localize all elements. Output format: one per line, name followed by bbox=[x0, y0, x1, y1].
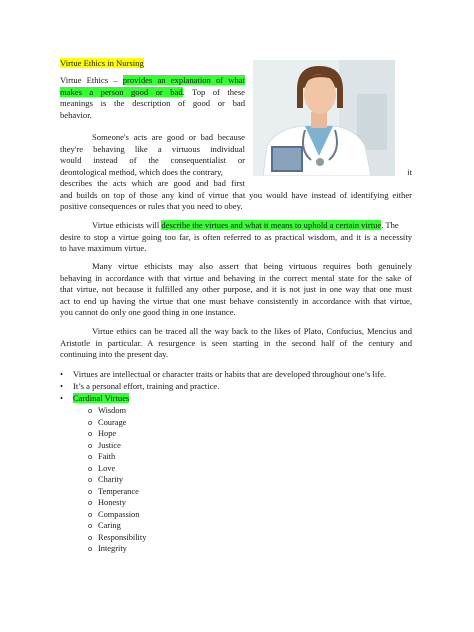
list-item: • Cardinal Virtues bbox=[60, 393, 130, 403]
circle-bullet-icon: o bbox=[88, 532, 93, 542]
bullet-icon: • bbox=[60, 369, 64, 379]
list-item: o Hope bbox=[88, 429, 117, 438]
intro-paragraph bbox=[60, 75, 245, 121]
circle-bullet-icon: o bbox=[88, 475, 93, 484]
paragraph-line: desire to stop a virtue going too far, is often referred to as practical wisdom, and it is a necessity bbox=[60, 231, 412, 242]
circle-bullet-icon: o bbox=[88, 486, 93, 496]
list-item: o Love bbox=[88, 463, 116, 473]
circle-bullet-icon: o bbox=[88, 452, 93, 461]
virtues-list bbox=[88, 405, 146, 555]
intro-line: makes a person good or bad. Top of these bbox=[60, 86, 245, 97]
bullet-icon: • bbox=[60, 381, 64, 391]
list-item: o Courage bbox=[88, 417, 127, 427]
list-item: o Responsibility bbox=[88, 532, 147, 542]
list-item: o Integrity bbox=[88, 544, 127, 553]
paragraph-line: Virtue ethics can be traced all the way back to the likes of Plato, Confucius, Mencius and bbox=[92, 326, 412, 336]
list-item: o Temperance bbox=[88, 486, 139, 496]
paragraph-line: would instead of the consequentialist or bbox=[60, 155, 245, 165]
list-item: o Honesty bbox=[88, 498, 126, 507]
circle-bullet-icon: o bbox=[88, 509, 93, 519]
paragraph-line: Many virtue ethicists may also assert that being virtuous requires both genuinely bbox=[92, 261, 412, 271]
paragraph-line: and builds on top of those any kind of virtue that you would have instead of identifying either bbox=[60, 189, 412, 200]
paragraph-line: that virtue, not because it fulfilled any other purpose, and it is not just in one way that one must bbox=[60, 284, 412, 294]
paragraph-acts bbox=[60, 132, 412, 213]
paragraph-line: Someone's acts are good or bad because bbox=[92, 132, 245, 142]
circle-bullet-icon: o bbox=[88, 406, 93, 415]
circle-bullet-icon: o bbox=[88, 429, 93, 438]
circle-bullet-icon: o bbox=[88, 498, 93, 507]
list-item: o Caring bbox=[88, 521, 121, 530]
paragraph-ethicists bbox=[60, 220, 412, 255]
circle-bullet-icon: o bbox=[88, 417, 93, 427]
intro-line: meanings is the description of good or bad bbox=[60, 98, 245, 108]
list-item: • It’s a personal effort, training and practice. bbox=[60, 381, 220, 391]
bullet-icon: • bbox=[60, 393, 64, 403]
list-item: • Virtues are intellectual or character traits or habits that are developed throughout one’s life. bbox=[60, 369, 387, 379]
paragraph-line: continuing into the present day. bbox=[60, 349, 169, 359]
paragraph-virtuous bbox=[60, 261, 412, 319]
list-item: o Faith bbox=[88, 452, 116, 461]
list-item: o Wisdom bbox=[88, 406, 127, 415]
circle-bullet-icon: o bbox=[88, 440, 93, 450]
paragraph-line: act to end up having the virtue that one must behave consistently in accordance with that virtue, bbox=[60, 295, 412, 306]
paragraph-line: positive consequences or rules that you need to obey. bbox=[60, 201, 243, 211]
paragraph-line: Virtue ethicists will describe the virtues and what it means to uphold a certain virtue. The bbox=[92, 220, 399, 230]
list-item: o Charity bbox=[88, 475, 124, 484]
circle-bullet-icon: o bbox=[88, 544, 93, 553]
bullet-list bbox=[60, 368, 440, 404]
circle-bullet-icon: o bbox=[88, 521, 93, 530]
intro-line: behavior. bbox=[60, 109, 92, 120]
paragraph-line: describes the acts which are good and bad first bbox=[60, 178, 245, 188]
list-item: o Compassion bbox=[88, 509, 140, 519]
paragraph-line: you cannot do only one good thing in one instance. bbox=[60, 307, 236, 317]
document-title: Virtue Ethics in Nursing bbox=[60, 58, 144, 68]
intro-line: Virtue Ethics – provides an explanation of what bbox=[60, 75, 245, 85]
list-item: o Justice bbox=[88, 440, 121, 450]
paragraph-line: they're behaving like a virtuous individual bbox=[60, 143, 245, 154]
paragraph-history bbox=[60, 326, 412, 361]
paragraph-line: deontological method, which does the contrary, it bbox=[60, 166, 412, 177]
paragraph-line: behaving in accordance with that virtue and behaving in the correct mental state for the sake of bbox=[60, 272, 412, 283]
paragraph-line: to have maximum virtue. bbox=[60, 243, 147, 253]
circle-bullet-icon: o bbox=[88, 463, 93, 473]
paragraph-line: Aristotle in particular. A resurgence is seen starting in the second half of the century and bbox=[60, 337, 412, 348]
